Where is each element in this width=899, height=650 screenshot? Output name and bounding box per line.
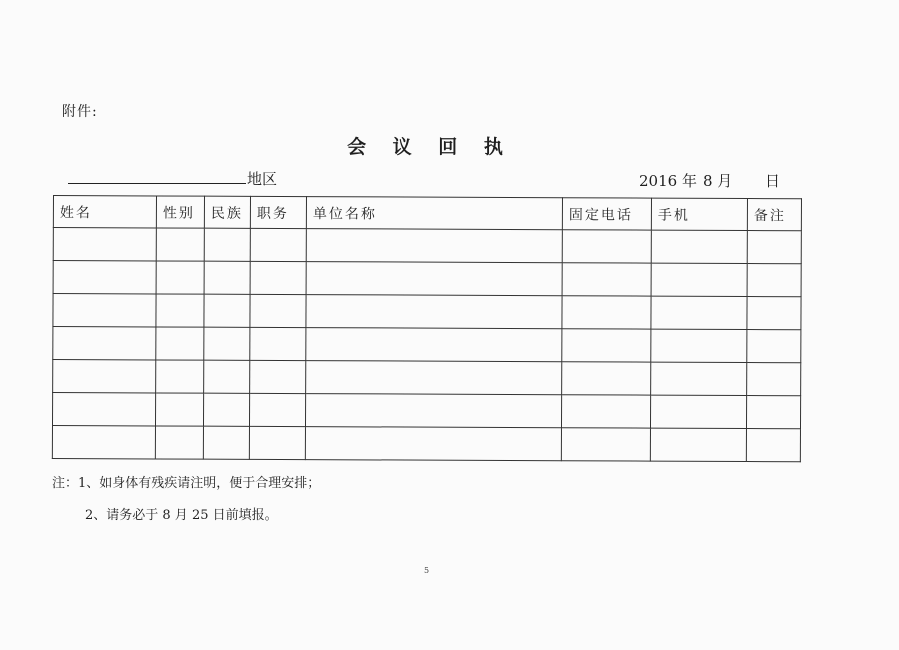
table-cell[interactable] [562,296,651,329]
page-number: 5 [424,566,430,575]
table-cell[interactable] [156,261,204,294]
table-cell[interactable] [156,360,204,393]
table-cell[interactable] [306,229,562,263]
region-blank-line[interactable] [68,183,246,184]
table-cell[interactable] [561,428,650,461]
table-cell[interactable] [53,294,156,327]
notes [52,468,320,532]
table-cell[interactable] [249,393,305,426]
table-row [53,228,801,264]
form-title: 会 议 回 执 [347,136,513,158]
table-cell[interactable] [204,360,250,393]
date-month: 8 月 [703,172,733,190]
header-gender: 性别 [156,196,204,228]
table-cell[interactable] [204,294,250,327]
table-cell[interactable] [562,362,651,395]
table-cell[interactable] [305,427,561,461]
table-cell[interactable] [155,393,203,426]
header-position: 职务 [250,196,306,228]
table-cell[interactable] [204,228,250,261]
table-cell[interactable] [562,230,651,263]
header-mobile: 手机 [651,198,747,230]
table-row [53,360,801,396]
table-cell[interactable] [53,360,156,393]
table-cell[interactable] [249,426,305,459]
header-ethnicity: 民族 [204,196,250,228]
table-row [53,261,801,297]
table-cell[interactable] [747,330,801,363]
table-cell[interactable] [53,228,156,261]
table-cell[interactable] [746,396,800,429]
table-cell[interactable] [747,363,801,396]
table-cell[interactable] [53,327,156,360]
header-organization: 单位名称 [306,197,562,230]
reply-table [52,195,802,462]
table-cell[interactable] [306,328,562,362]
date-year: 2016 年 [639,172,697,190]
table-cell[interactable] [651,329,747,362]
table-cell[interactable] [203,426,249,459]
table-cell[interactable] [562,329,651,362]
table-cell[interactable] [651,362,747,395]
table-cell[interactable] [156,228,204,261]
table-cell[interactable] [250,360,306,393]
table-cell[interactable] [746,429,800,462]
table-cell[interactable] [250,294,306,327]
table-cell[interactable] [561,395,650,428]
table-cell[interactable] [305,394,561,428]
note-2: 2、请务必于 8 月 25 日前填报。 [85,508,278,523]
table-row [53,327,801,363]
table-cell[interactable] [203,393,249,426]
table-cell[interactable] [250,261,306,294]
table-cell[interactable] [250,228,306,261]
table-cell[interactable] [306,262,562,296]
date-day: 日 [765,172,781,190]
date-line [639,170,780,191]
table-row [52,393,800,429]
table-cell[interactable] [650,395,746,428]
table-cell[interactable] [204,261,250,294]
table-cell[interactable] [747,264,801,297]
table-cell[interactable] [155,426,203,459]
note-1: 注：1、如身体有残疾请注明，便于合理安排； [52,476,321,491]
attachment-label: 附件: [62,104,98,120]
table-cell[interactable] [562,263,651,296]
table-header-row [53,196,801,231]
table-cell[interactable] [306,361,562,395]
table-cell[interactable] [651,263,747,296]
header-landline: 固定电话 [562,198,651,230]
header-remarks: 备注 [747,199,801,231]
table-row [52,426,800,462]
region-label: 地区 [247,170,278,188]
header-name: 姓名 [53,196,156,228]
table-cell[interactable] [650,428,746,461]
table-cell[interactable] [52,393,155,426]
table-cell[interactable] [306,295,562,329]
table-cell[interactable] [52,426,155,459]
table-cell[interactable] [156,327,204,360]
table-cell[interactable] [651,296,747,329]
table-cell[interactable] [747,297,801,330]
table-cell[interactable] [250,327,306,360]
table-row [53,294,801,330]
table-cell[interactable] [651,230,747,263]
table-cell[interactable] [204,327,250,360]
table-cell[interactable] [156,294,204,327]
table-cell[interactable] [53,261,156,294]
table-cell[interactable] [747,231,801,264]
